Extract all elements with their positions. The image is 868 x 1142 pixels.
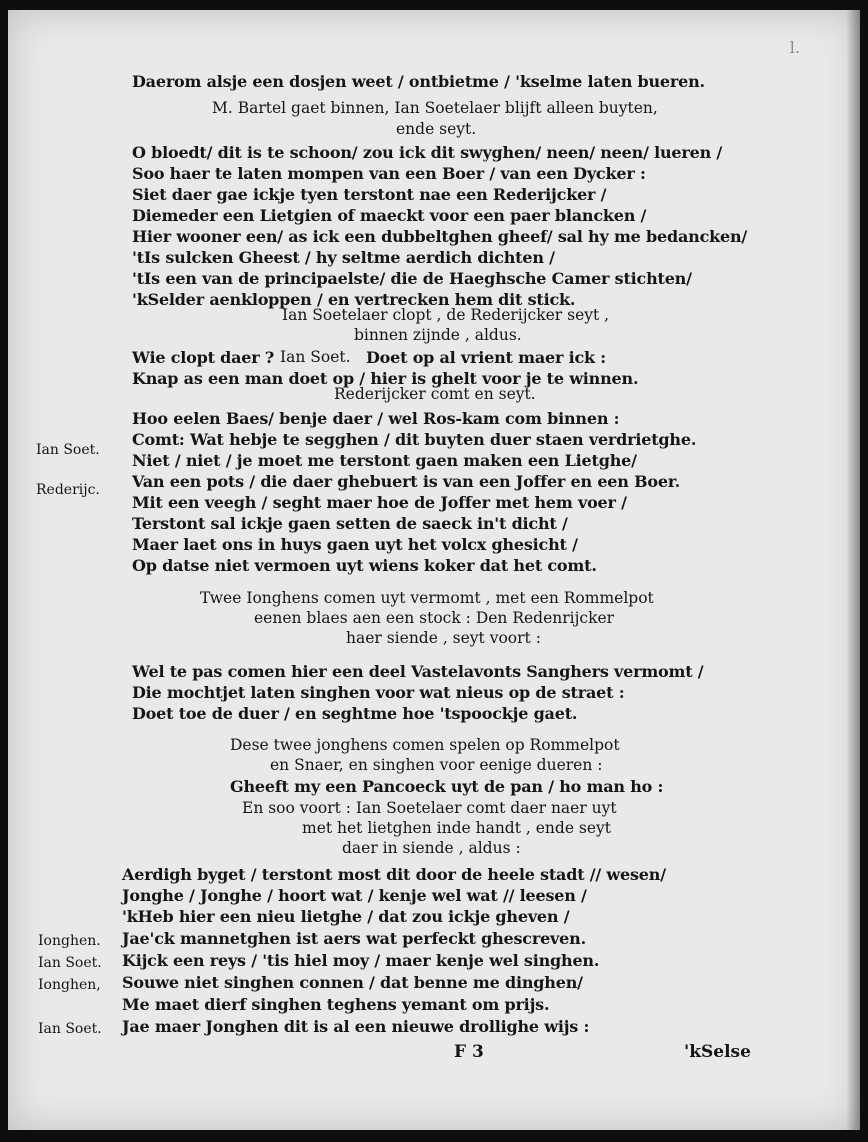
verse-line: Knap as een man doet op / hier is ghelt voor je te winnen. [132,369,639,388]
stage-direction: ende seyt. [396,120,477,138]
verse-line: 'tIs een van de principaelste/ die de Haeghsche Camer stichten/ [132,269,692,288]
speaker-label: Rederijc. [36,482,100,498]
stage-direction: met het lietghen inde handt , ende seyt [302,819,612,837]
verse-line: Siet daer gae ickje tyen terstont nae een Rederijcker / [132,185,607,204]
verse-line: Jae'ck mannetghen ist aers wat perfeckt ghescreven. [122,929,586,948]
speaker-label: Ian Soet. [38,1021,102,1037]
stage-direction: Twee Ionghens comen uyt vermomt , met een Rommelpot [200,589,654,607]
verse-line: Wel te pas comen hier een deel Vastelavonts Sanghers vermomt / [132,662,704,681]
speaker-label: Ian Soet. [38,955,102,971]
stage-direction: En soo voort : Ian Soetelaer comt daer naer uyt [242,799,617,817]
verse-line: Jonghe / Jonghe / hoort wat / kenje wel wat // leesen / [122,886,587,905]
verse-line: Hoo eelen Baes/ benje daer / wel Ros-kam com binnen : [132,409,620,428]
verse-line: Comt: Wat hebje te segghen / dit buyten duer staen verdrietghe. [132,430,697,449]
stage-direction: Rederijcker comt en seyt. [334,385,536,403]
verse-line: O bloedt/ dit is te schoon/ zou ick dit swyghen/ neen/ neen/ lueren / [132,143,723,162]
speaker-label: Ionghen, [38,977,101,993]
stage-direction: eenen blaes aen een stock : Den Redenrijcker [254,609,615,627]
catchword: 'kSelse [684,1042,751,1062]
folio-mark: l. [789,38,800,57]
verse-line: Soo haer te laten mompen van een Boer / van een Dycker : [132,164,646,183]
song-line: Gheeft my een Pancoeck uyt de pan / ho man ho : [230,777,664,796]
verse-line: Jae maer Jonghen dit is al een nieuwe drollighe wijs : [122,1017,590,1036]
verse-line: Doet op al vrient maer ick : [366,348,606,367]
signature-mark: F 3 [454,1042,484,1062]
verse-line: Die mochtjet laten singhen voor wat nieus op de straet : [132,683,625,702]
verse-line: Kijck een reys / 'tis hiel moy / maer kenje wel singhen. [122,951,600,970]
inline-speaker: Ian Soet. [280,348,351,366]
verse-line: Doet toe de duer / en seghtme hoe 'tspoockje gaet. [132,704,578,723]
book-page [8,10,860,1130]
verse-line: Aerdigh byget / terstont most dit door de heele stadt // wesen/ [122,865,666,884]
verse-line: Niet / niet / je moet me terstont gaen maken een Lietghe/ [132,451,637,470]
verse-line: Wie clopt daer ? [132,348,275,367]
stage-direction: daer in siende , aldus : [342,839,521,857]
verse-line: Op datse niet vermoen uyt wiens koker dat het comt. [132,556,597,575]
stage-direction: binnen zijnde , aldus. [354,326,522,344]
verse-line: Mit een veegh / seght maer hoe de Joffer met hem voer / [132,493,627,512]
stage-direction: Ian Soetelaer clopt , de Rederijcker seyt , [282,306,610,324]
stage-direction: en Snaer, en singhen voor eenige dueren : [270,756,603,774]
speaker-label: Ionghen. [38,933,101,949]
stage-direction: haer siende , seyt voort : [346,629,541,647]
verse-line: Terstont sal ickje gaen setten de saeck in't dicht / [132,514,568,533]
verse-line: Maer laet ons in huys gaen uyt het volcx ghesicht / [132,535,578,554]
verse-line: Diemeder een Lietgien of maeckt voor een paer blancken / [132,206,647,225]
verse-line: Van een pots / die daer ghebuert is van een Joffer en een Boer. [132,472,680,491]
verse-line: Me maet dierf singhen teghens yemant om prijs. [122,995,550,1014]
verse-line: 'kSelder aenkloppen / en vertrecken hem dit stick. [132,290,576,309]
stage-direction: Dese twee jonghens comen spelen op Rommelpot [230,736,620,754]
verse-line: Hier wooner een/ as ick een dubbeltghen gheef/ sal hy me bedancken/ [132,227,748,246]
verse-line: 'kHeb hier een nieu lietghe / dat zou ickje gheven / [122,907,570,926]
verse-line: Souwe niet singhen connen / dat benne me dinghen/ [122,973,583,992]
speaker-label: Ian Soet. [36,442,100,458]
verse-line: Daerom alsje een dosjen weet / ontbietme / 'kselme laten bueren. [132,72,705,91]
stage-direction: M. Bartel gaet binnen, Ian Soetelaer blijft alleen buyten, [212,99,658,117]
verse-line: 'tIs sulcken Gheest / hy seltme aerdich dichten / [132,248,555,267]
